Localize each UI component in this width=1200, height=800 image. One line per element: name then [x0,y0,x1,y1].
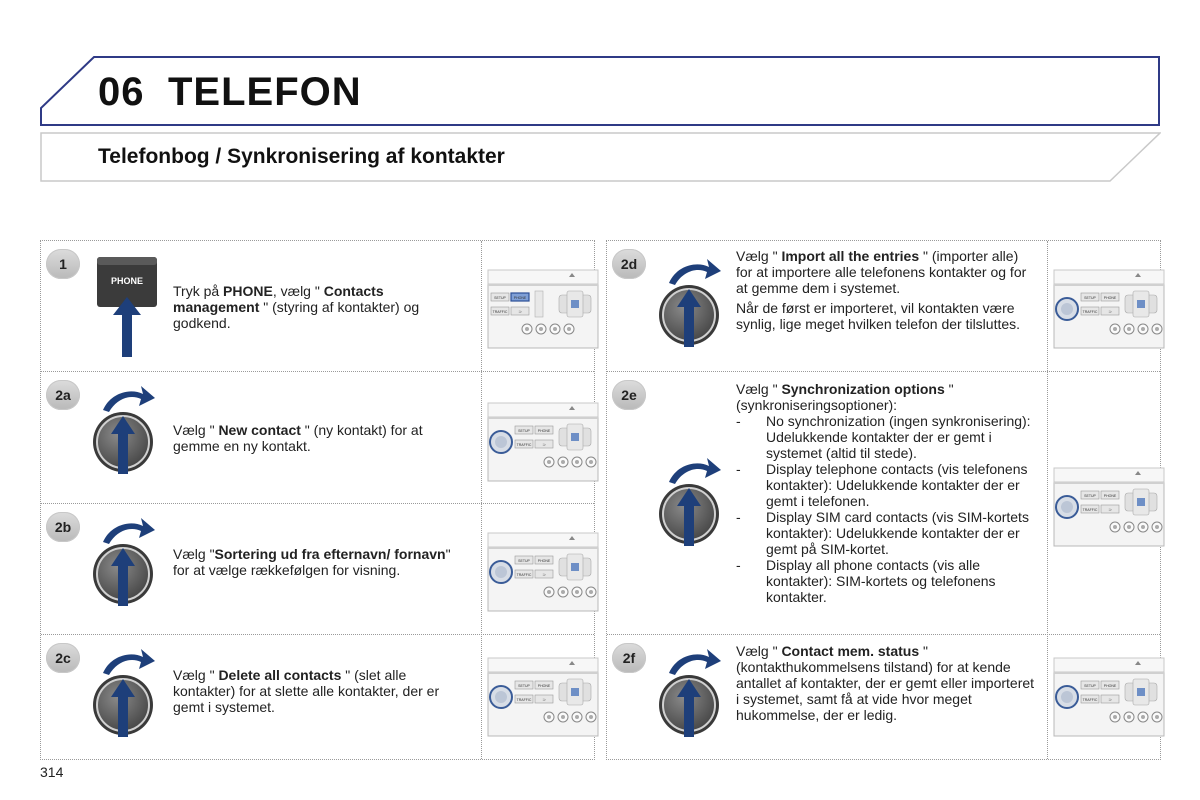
step-number-badge: 1 [46,249,80,279]
page-number: 314 [40,764,64,780]
step-number-badge: 2e [612,380,646,410]
instruction-text: Vælg " [736,643,782,659]
instruction-text: " for at vælge rækkefølgen for visning. [173,546,451,578]
svg-text:⊃: ⊃ [542,442,546,447]
step-instruction [736,248,1036,332]
svg-text:PHONE: PHONE [1103,296,1117,300]
svg-text:SETUP: SETUP [518,559,530,563]
step-row [607,635,1160,759]
menu-option-name: Contact mem. status [781,643,920,659]
step-row [41,372,594,503]
rotary-knob-icon [657,454,727,559]
svg-text:PHONE: PHONE [1103,494,1117,498]
rotary-knob-icon [91,382,161,487]
radio-control-panel-illustration [1053,467,1165,552]
step-paragraph [736,248,1036,296]
svg-text:TRAFFIC: TRAFFIC [1082,698,1098,702]
radio-control-panel-illustration [487,532,599,617]
svg-text:SETUP: SETUP [518,429,530,433]
menu-option-name: Import all the entries [781,248,920,264]
svg-text:TRAFFIC: TRAFFIC [516,573,532,577]
step-instruction [736,381,1036,605]
menu-option-name: Sortering ud fra efternavn/ fornavn [214,546,446,562]
step-paragraph [173,283,468,331]
rotary-knob-icon [657,645,727,750]
svg-text:PHONE: PHONE [537,684,551,688]
svg-text:⊃: ⊃ [518,309,522,314]
step-row [41,241,594,371]
step-instruction [736,643,1036,723]
svg-text:SETUP: SETUP [518,684,530,688]
menu-option-name: New contact [218,422,301,438]
rotary-knob-icon [91,514,161,619]
svg-text:TRAFFIC: TRAFFIC [492,310,508,314]
rotary-knob-icon [657,255,727,360]
phone-button-icon [91,253,161,368]
svg-text:⊃: ⊃ [542,572,546,577]
svg-text:PHONE: PHONE [513,296,527,300]
instruction-text: Vælg " [173,422,219,438]
svg-text:TRAFFIC: TRAFFIC [516,443,532,447]
instruction-text: , vælg " [272,283,324,299]
svg-text:PHONE: PHONE [537,429,551,433]
step-row [607,241,1160,371]
instruction-text: " (slet alle kontakter) for at slette alle kontakter, der er gemt i systemet. [173,667,440,715]
step-number-badge: 2d [612,249,646,279]
chapter-number: 06 [98,70,145,114]
svg-text:TRAFFIC: TRAFFIC [1082,508,1098,512]
step-row [41,504,594,634]
step-paragraph [736,381,1036,413]
step-paragraph [173,546,468,578]
instruction-text: Tryk på [173,283,224,299]
section-title: Telefonbog / Synkronisering af kontakter [98,145,505,168]
svg-text:PHONE: PHONE [537,559,551,563]
option-list-item: - Display telephone contacts (vis telefonens kontakter): Udelukkende kontakter der er gemt i telefonen. [736,461,1036,509]
svg-text:PHONE: PHONE [1103,684,1117,688]
steps-panel-right [606,240,1161,760]
instruction-text: " (importer alle) for at importere alle telefonens kontakter og for at gemme dem i systemet. [736,248,1027,296]
radio-control-panel-illustration [487,269,599,354]
menu-option-name: Delete all contacts [218,667,342,683]
step-instruction [173,422,468,454]
step-note: Når de først er importeret, vil kontakten være synlig, lige meget hvilken telefon der tilsluttes. [736,300,1021,332]
step-number-badge: 2c [46,643,80,673]
svg-text:SETUP: SETUP [1084,684,1096,688]
instruction-text: " (styring af kontakter) og godkend. [173,299,420,331]
instruction-text: Vælg " [736,248,782,264]
svg-text:TRAFFIC: TRAFFIC [1082,310,1098,314]
menu-option-name: Contacts management [173,283,384,315]
instruction-text: Vælg " [173,546,215,562]
svg-text:⊃: ⊃ [1108,507,1112,512]
step-instruction [173,546,468,578]
svg-text:SETUP: SETUP [494,296,506,300]
option-list [736,413,1036,605]
step-number-badge: 2a [46,380,80,410]
option-list-item: - Display SIM card contacts (vis SIM-kortets kontakter): Udelukkende kontakter der er gemt på SIM-kortet. [736,509,1036,557]
svg-text:⊃: ⊃ [1108,309,1112,314]
steps-panel-left [40,240,595,760]
svg-text:⊃: ⊃ [1108,697,1112,702]
step-instruction [173,283,468,331]
step-instruction [173,667,468,715]
option-list-item: - No synchronization (ingen synkronisering): Udelukkende kontakter der er gemt i systemet (altid til stede). [736,413,1036,461]
rotary-knob-icon [91,645,161,750]
step-paragraph [173,422,468,454]
option-list-item: - Display all phone contacts (vis alle kontakter): SIM-kortets og telefonens kontakter. [736,557,1036,605]
radio-control-panel-illustration [1053,657,1165,742]
svg-text:SETUP: SETUP [1084,494,1096,498]
instruction-text: " (synkroniseringsoptioner): [736,381,954,413]
radio-control-panel-illustration [1053,269,1165,354]
menu-option-name: PHONE [223,283,273,299]
svg-text:PHONE: PHONE [110,276,144,286]
instruction-text: Vælg " [736,381,782,397]
svg-text:⊃: ⊃ [542,697,546,702]
instruction-text: " (ny kontakt) for at gemme en ny kontakt. [173,422,423,454]
instruction-text: " (kontakthukommelsens tilstand) for at kende antallet af kontakter, der er gemt eller importeret i systemet, samt få at vide hvor meget hukommelse, der er ledig. [736,643,1035,723]
chapter-title: TELEFON [168,70,362,114]
step-row [41,635,594,759]
step-number-badge: 2f [612,643,646,673]
menu-option-name: Synchronization options [781,381,945,397]
radio-control-panel-illustration [487,657,599,742]
step-row [607,372,1160,634]
svg-text:SETUP: SETUP [1084,296,1096,300]
step-paragraph [173,667,468,715]
svg-text:TRAFFIC: TRAFFIC [516,698,532,702]
step-paragraph [736,643,1036,723]
step-number-badge: 2b [46,512,80,542]
radio-control-panel-illustration [487,402,599,487]
instruction-text: Vælg " [173,667,219,683]
